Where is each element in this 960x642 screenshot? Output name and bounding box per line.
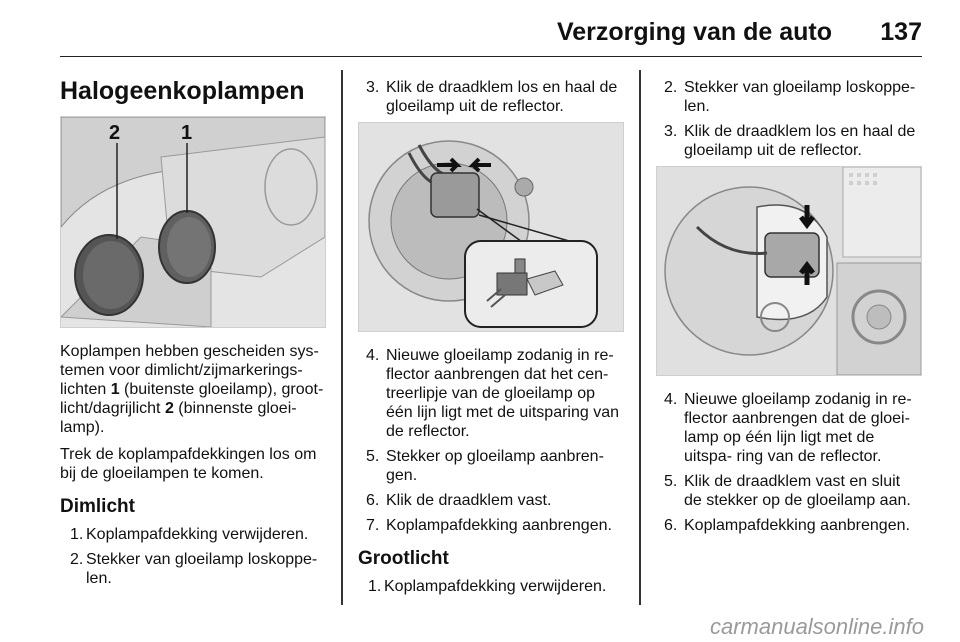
steps-top bbox=[358, 78, 624, 116]
list-item: 6. Klik de draadklem vast. bbox=[366, 492, 552, 509]
intro-text-3: (binnenste gloei- lamp). bbox=[60, 400, 297, 436]
section-title: Halogeenkoplampen bbox=[60, 77, 305, 105]
headlamp-figure bbox=[60, 116, 326, 328]
list-item: 1. Koplampafdekking verwijderen. bbox=[70, 526, 309, 543]
list-item: 4. Nieuwe gloeilamp zodanig in re- flector aanbrengen dat de gloei- lamp op één lijn ligt met de uitspa- ring van de reflector. bbox=[664, 391, 912, 465]
list-item: 3. Klik de draadklem los en haal de gloeilamp uit de reflector. bbox=[366, 79, 618, 115]
page-header bbox=[60, 16, 922, 57]
watermark: carmanualsonline.info bbox=[709, 614, 924, 639]
subsection-grootlicht: Grootlicht bbox=[358, 548, 449, 569]
cover-paragraph: Trek de koplampafdekkingen los om bij de gloeilampen te komen. bbox=[60, 446, 317, 482]
page-number: 137 bbox=[880, 18, 922, 46]
column-divider-2 bbox=[639, 70, 641, 605]
column-divider-1 bbox=[341, 70, 343, 605]
column-3 bbox=[656, 70, 922, 541]
list-item: 5. Klik de draadklem vast en sluit de stekker op de gloeilamp aan. bbox=[664, 473, 911, 509]
list-item: 3. Klik de draadklem los en haal de gloeilamp uit de reflector. bbox=[664, 123, 916, 159]
list-item: 1. Koplampafdekking verwijderen. bbox=[368, 578, 607, 595]
list-item: 2. Stekker van gloeilamp loskoppe- len. bbox=[70, 551, 318, 587]
callout-1: 1 bbox=[181, 122, 193, 144]
bulb-removal-illustration bbox=[359, 123, 623, 331]
steps-bottom bbox=[358, 346, 624, 535]
intro-bold-1: 1 bbox=[110, 381, 120, 398]
steps-bottom bbox=[656, 390, 922, 535]
intro-text-1: Koplampen hebben gescheiden sys- temen voor dimlicht/zijmarkerings- lichten bbox=[60, 343, 319, 398]
header-title: Verzorging van de auto bbox=[556, 18, 832, 46]
intro-text-2: (buitenste gloeilamp), groot- licht/dagrijlicht bbox=[60, 381, 324, 417]
intro-bold-2: 2 bbox=[164, 400, 174, 417]
high-beam-illustration bbox=[657, 167, 921, 375]
intro-paragraph bbox=[60, 342, 326, 437]
grootlicht-bulb-figure bbox=[656, 166, 922, 376]
dimlicht-steps bbox=[60, 525, 326, 588]
column-2 bbox=[358, 70, 624, 602]
list-item: 6. Koplampafdekking aanbrengen. bbox=[664, 517, 910, 534]
dimlicht-bulb-figure bbox=[358, 122, 624, 332]
headlamp-illustration bbox=[61, 117, 325, 327]
list-item: 2. Stekker van gloeilamp loskoppe- len. bbox=[664, 79, 916, 115]
steps-top bbox=[656, 78, 922, 160]
list-item: 4. Nieuwe gloeilamp zodanig in re- flector aanbrengen dat het cen- treerlipje van de gloeilamp op één lijn ligt met de uitsparing van de reflector. bbox=[366, 347, 620, 440]
callout-2: 2 bbox=[109, 122, 121, 144]
list-item: 7. Koplampafdekking aanbrengen. bbox=[366, 517, 612, 534]
list-item: 5. Stekker op gloeilamp aanbren- gen. bbox=[366, 448, 604, 484]
column-1 bbox=[60, 70, 326, 594]
grootlicht-steps bbox=[358, 577, 624, 596]
subsection-dimlicht: Dimlicht bbox=[60, 496, 135, 517]
